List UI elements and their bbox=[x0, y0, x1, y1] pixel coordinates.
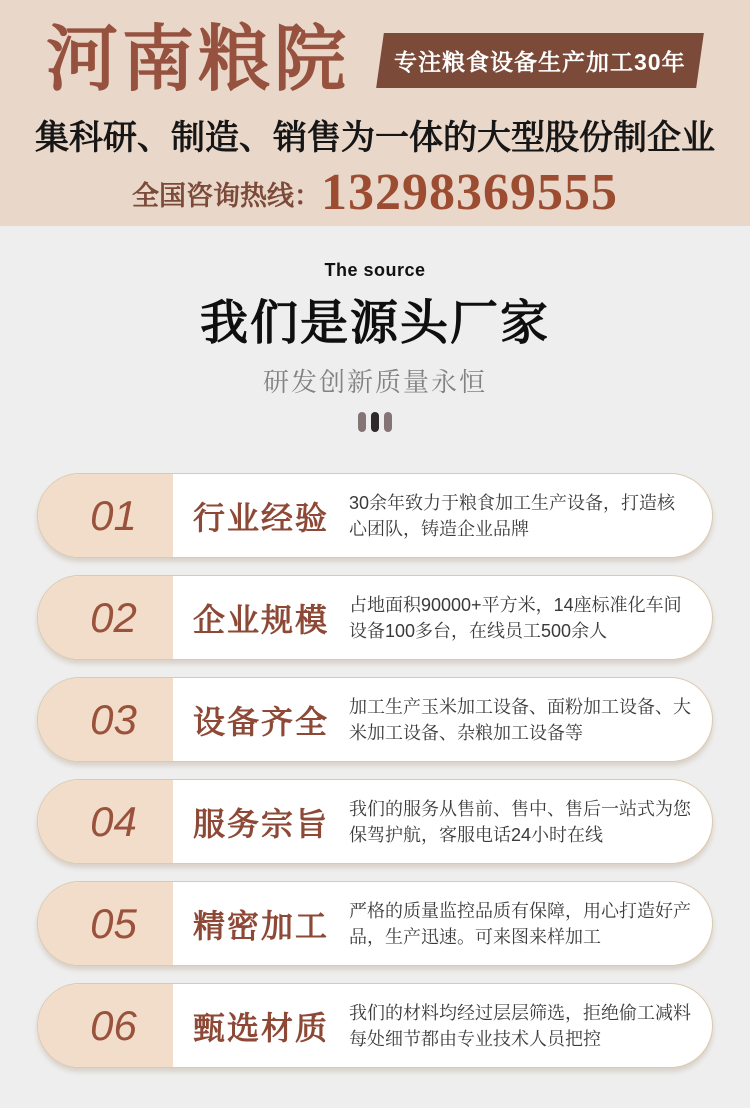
card-description: 30余年致力于粮食加工生产设备，打造核心团队，铸造企业品牌 bbox=[349, 492, 676, 539]
source-tagline-en: The source bbox=[324, 260, 426, 280]
source-section bbox=[0, 226, 750, 432]
card-number: 01 bbox=[90, 491, 137, 539]
company-subtitle: 集科研、制造、销售为一体的大型股份制企业 bbox=[35, 119, 715, 157]
card-number-zone bbox=[38, 576, 173, 659]
card-description: 我们的材料均经过层层筛选，拒绝偷工减料每处细节都由专业技术人员把控 bbox=[349, 1002, 691, 1049]
card-number: 04 bbox=[90, 797, 137, 845]
card-number: 05 bbox=[90, 899, 137, 947]
source-title: 我们是源头厂家 bbox=[199, 297, 550, 350]
brand-row bbox=[0, 20, 750, 100]
experience-ribbon-label: 专注粮食设备生产加工30年 bbox=[394, 48, 686, 75]
card-description: 我们的服务从售前、售中、售后一站式为您保驾护航，客服电话24小时在线 bbox=[349, 798, 691, 845]
card-number-zone bbox=[38, 678, 173, 761]
phone-number: 13298369555 bbox=[321, 164, 618, 221]
card-description: 占地面积90000+平方米，14座标准化车间设备100多台，在线员工500余人 bbox=[349, 594, 682, 641]
card-number-zone bbox=[38, 780, 173, 863]
card-number-zone bbox=[38, 474, 173, 557]
experience-ribbon bbox=[376, 33, 703, 88]
feature-card bbox=[37, 575, 713, 660]
card-title: 甄选材质 bbox=[193, 1009, 330, 1046]
card-title: 行业经验 bbox=[193, 499, 330, 536]
feature-card bbox=[37, 473, 713, 558]
card-title: 设备齐全 bbox=[193, 703, 330, 740]
brand-title: 河南粮院 bbox=[46, 20, 351, 100]
feature-card bbox=[37, 677, 713, 762]
card-description: 加工生产玉米加工设备、面粉加工设备、大米加工设备、杂粮加工设备等 bbox=[349, 696, 691, 743]
card-number: 03 bbox=[90, 695, 137, 743]
card-title: 企业规模 bbox=[193, 601, 330, 638]
card-description: 严格的质量监控品质有保障，用心打造好产品，生产迅速。可来图来样加工 bbox=[349, 900, 691, 947]
card-title: 服务宗旨 bbox=[193, 805, 330, 842]
feature-card bbox=[37, 983, 713, 1068]
card-number-zone bbox=[38, 984, 173, 1067]
card-number-zone bbox=[38, 882, 173, 965]
hotline-row bbox=[0, 164, 750, 221]
divider-bars-icon bbox=[0, 412, 750, 432]
feature-card bbox=[37, 779, 713, 864]
feature-card bbox=[37, 881, 713, 966]
header-banner bbox=[0, 0, 750, 226]
card-number: 02 bbox=[90, 593, 137, 641]
source-subtitle: 研发创新质量永恒 bbox=[262, 367, 487, 397]
feature-list bbox=[0, 473, 750, 1068]
card-number: 06 bbox=[90, 1001, 137, 1049]
card-title: 精密加工 bbox=[193, 907, 330, 944]
hotline-label: 全国咨询热线： bbox=[132, 180, 321, 211]
